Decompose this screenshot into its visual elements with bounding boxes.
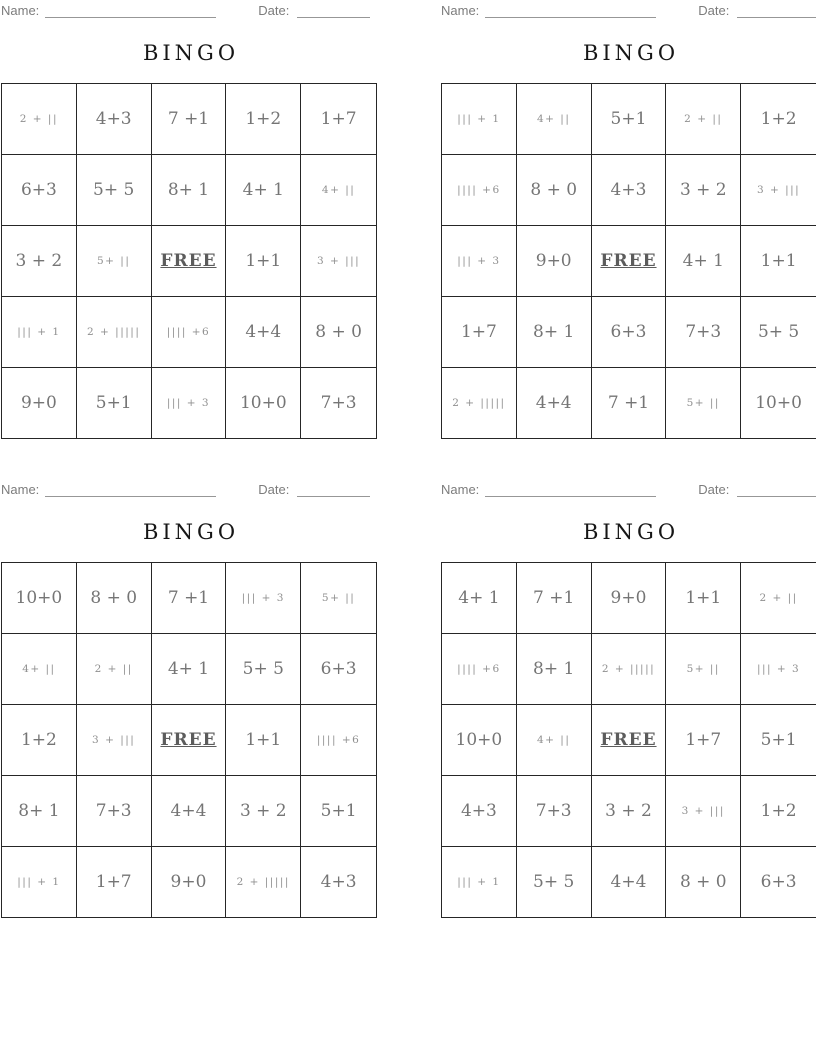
bingo-cell: 4+4 — [152, 776, 227, 847]
bingo-cell: 2 + || — [2, 84, 77, 155]
bingo-cell: ||| + 1 — [2, 297, 77, 368]
bingo-cell: 1+2 — [226, 84, 301, 155]
bingo-cell: 4+ 1 — [226, 155, 301, 226]
free-space-cell: FREE — [592, 226, 667, 297]
date-blank-line — [737, 482, 816, 497]
card-header — [441, 3, 816, 18]
bingo-card — [441, 0, 816, 470]
bingo-cell: 10+0 — [2, 563, 77, 634]
bingo-cell: 5+ || — [666, 634, 741, 705]
bingo-cell: 4+ || — [2, 634, 77, 705]
bingo-cell: 8 + 0 — [301, 297, 376, 368]
bingo-cell: 3 + 2 — [666, 155, 741, 226]
name-label: Name: — [441, 3, 480, 18]
bingo-cell: 2 + || — [77, 634, 152, 705]
bingo-cell: 5+ 5 — [517, 847, 592, 917]
bingo-cell: 5+ || — [301, 563, 376, 634]
date-label: Date: — [258, 3, 290, 18]
bingo-cell: 6+3 — [592, 297, 667, 368]
bingo-cell: 4+3 — [442, 776, 517, 847]
bingo-cell: 8 + 0 — [666, 847, 741, 917]
bingo-cell: 1+7 — [301, 84, 376, 155]
bingo-cell: 4+ || — [517, 84, 592, 155]
bingo-cell: ||| + 1 — [442, 847, 517, 917]
card-title: BINGO — [142, 41, 240, 65]
bingo-cell: 4+4 — [592, 847, 667, 917]
bingo-cell: 3 + 2 — [2, 226, 77, 297]
date-blank-line — [297, 482, 370, 497]
bingo-cell: 3 + ||| — [77, 705, 152, 776]
card-header — [441, 482, 816, 497]
bingo-cell: 7 +1 — [592, 368, 667, 438]
bingo-cell: ||| + 3 — [226, 563, 301, 634]
free-space-cell: FREE — [592, 705, 667, 776]
bingo-cell: |||| +6 — [152, 297, 227, 368]
bingo-cell: ||| + 3 — [741, 634, 816, 705]
bingo-cell: 6+3 — [2, 155, 77, 226]
card-header — [1, 3, 409, 18]
bingo-cell: 8+ 1 — [517, 634, 592, 705]
bingo-cell: 1+1 — [666, 563, 741, 634]
bingo-cell: 4+3 — [592, 155, 667, 226]
bingo-cell: 5+1 — [301, 776, 376, 847]
bingo-cell: |||| +6 — [442, 155, 517, 226]
bingo-cell: 2 + || — [666, 84, 741, 155]
bingo-cell: 1+2 — [2, 705, 77, 776]
bingo-cell: ||| + 1 — [2, 847, 77, 917]
card-header — [1, 482, 409, 497]
bingo-cell: |||| +6 — [442, 634, 517, 705]
bingo-cell: 3 + ||| — [666, 776, 741, 847]
date-label: Date: — [698, 3, 730, 18]
name-label: Name: — [1, 482, 40, 497]
card-title: BINGO — [142, 520, 240, 544]
bingo-cell: 3 + 2 — [226, 776, 301, 847]
bingo-cell: 2 + ||||| — [77, 297, 152, 368]
bingo-cell: 7 +1 — [152, 563, 227, 634]
card-title: BINGO — [582, 41, 680, 65]
bingo-cell: 7 +1 — [517, 563, 592, 634]
bingo-cell: 9+0 — [152, 847, 227, 917]
bingo-cell: 8+ 1 — [152, 155, 227, 226]
bingo-cell: 4+ 1 — [442, 563, 517, 634]
bingo-cell: 1+2 — [741, 776, 816, 847]
name-blank-line — [45, 3, 216, 18]
name-label: Name: — [1, 3, 40, 18]
bingo-cell: 4+ || — [517, 705, 592, 776]
free-space-cell: FREE — [152, 705, 227, 776]
bingo-cell: 1+1 — [741, 226, 816, 297]
bingo-cell: 4+ 1 — [152, 634, 227, 705]
bingo-cell: 5+1 — [592, 84, 667, 155]
bingo-card — [1, 0, 409, 470]
bingo-cell: 7+3 — [517, 776, 592, 847]
bingo-cell: 10+0 — [755, 393, 802, 413]
bingo-cell: 5+ || — [77, 226, 152, 297]
bingo-cell: 5+ || — [666, 368, 741, 438]
bingo-cell: 6+3 — [301, 634, 376, 705]
bingo-cell: 10+0 — [226, 368, 301, 438]
bingo-cell: 3 + ||| — [301, 226, 376, 297]
bingo-cell: 9+0 — [517, 226, 592, 297]
bingo-cell: 1+7 — [77, 847, 152, 917]
bingo-grid — [1, 83, 377, 439]
bingo-cell: 9+0 — [2, 368, 77, 438]
bingo-cell: 9+0 — [592, 563, 667, 634]
date-label: Date: — [258, 482, 290, 497]
free-space-cell: FREE — [152, 226, 227, 297]
name-blank-line — [45, 482, 216, 497]
name-label: Name: — [441, 482, 480, 497]
bingo-cell: 4+4 — [226, 297, 301, 368]
bingo-cell: 3 + 2 — [592, 776, 667, 847]
bingo-cell: 8+ 1 — [517, 297, 592, 368]
bingo-cell: 4+3 — [320, 872, 357, 892]
bingo-cell: 2 + || — [741, 563, 816, 634]
bingo-cell: 2 + ||||| — [442, 368, 517, 438]
date-label: Date: — [698, 482, 730, 497]
date-blank-line — [297, 3, 370, 18]
bingo-cell: 2 + ||||| — [592, 634, 667, 705]
bingo-grid — [441, 83, 816, 439]
bingo-cell: 5+ 5 — [741, 297, 816, 368]
bingo-cell: 1+7 — [666, 705, 741, 776]
name-blank-line — [485, 482, 656, 497]
name-blank-line — [485, 3, 656, 18]
bingo-cell: ||| + 3 — [152, 368, 227, 438]
bingo-cell: ||| + 3 — [442, 226, 517, 297]
bingo-card — [1, 479, 409, 949]
bingo-cell: 1+1 — [226, 705, 301, 776]
bingo-cell: 7+3 — [77, 776, 152, 847]
bingo-cell: 6+3 — [760, 872, 797, 892]
bingo-cell: 4+ || — [301, 155, 376, 226]
date-blank-line — [737, 3, 816, 18]
bingo-cell: 10+0 — [442, 705, 517, 776]
bingo-cell: 1+7 — [442, 297, 517, 368]
bingo-card — [441, 479, 816, 949]
bingo-cell: 4+4 — [517, 368, 592, 438]
bingo-cell: 7+3 — [320, 393, 357, 413]
card-title: BINGO — [582, 520, 680, 544]
bingo-cell: 2 + ||||| — [226, 847, 301, 917]
bingo-cell: 5+ 5 — [77, 155, 152, 226]
bingo-cell: 3 + ||| — [741, 155, 816, 226]
bingo-cell: 8 + 0 — [517, 155, 592, 226]
bingo-cell: |||| +6 — [301, 705, 376, 776]
bingo-cell: 8 + 0 — [77, 563, 152, 634]
bingo-cell: 8+ 1 — [2, 776, 77, 847]
bingo-cell: 1+2 — [741, 84, 816, 155]
bingo-cell: 5+ 5 — [226, 634, 301, 705]
bingo-grid — [1, 562, 377, 918]
bingo-grid — [441, 562, 816, 918]
bingo-cell: 4+ 1 — [666, 226, 741, 297]
bingo-cell: 4+3 — [77, 84, 152, 155]
bingo-cell: 5+1 — [741, 705, 816, 776]
bingo-cell: ||| + 1 — [442, 84, 517, 155]
bingo-cell: 5+1 — [77, 368, 152, 438]
bingo-cell: 1+1 — [226, 226, 301, 297]
bingo-cell: 7 +1 — [152, 84, 227, 155]
bingo-cell: 7+3 — [666, 297, 741, 368]
